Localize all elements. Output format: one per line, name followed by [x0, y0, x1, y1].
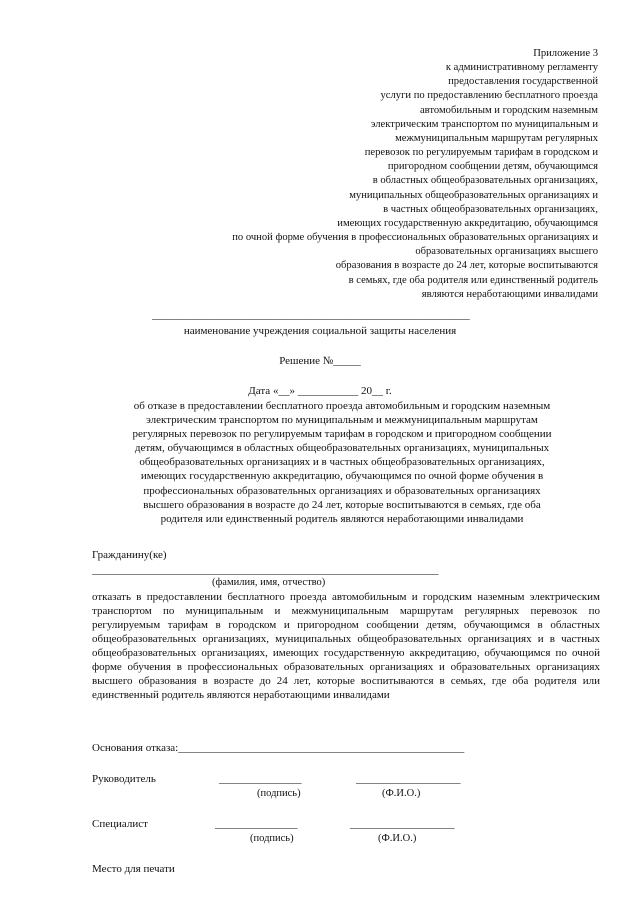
specialist-name-caption: (Ф.И.О.): [378, 833, 417, 844]
annex-line: пригородном сообщении детям, обучающимся: [387, 161, 598, 173]
annex-line: Приложение 3: [533, 48, 598, 59]
head-signature-caption: (подпись): [257, 788, 301, 799]
head-name-blank: ___________________: [356, 773, 461, 785]
annex-line: имеющих государственную аккредитацию, обучающимся: [337, 217, 598, 229]
specialist-label: Специалист: [92, 818, 148, 830]
recipient-name-blank: _______________________________________________________________: [92, 564, 439, 576]
refusal-text: отказать в предоставлении бесплатного проезда автомобильным и городским наземным электрическим транспортом по муниципальным и межмуниципальным маршрутам регулярных перевозок по регулируемым тарифам в городском и пригородном сообщении детям, обучающимся в областных общеобразовательных организациях, муниципальных общеобразовательных организациях и в частных общеобразовательных организациях, имеющих государственную аккредитацию, обучающимся по очной форме обучения в профессиональных образовательных организациях и образовательных организациях высшего образования в возрасте до 24 лет, которые воспитываются в семьях, где оба родителя или единственный родитель являются неработающими инвалидами: [92, 591, 600, 702]
subject-line: электрическим транспортом по муниципальным и межмуниципальным маршрутам: [146, 414, 538, 427]
stamp-place: Место для печати: [92, 863, 175, 875]
specialist-signature-blank: _______________: [215, 818, 298, 830]
annex-line: электрическим транспортом по муниципальным и: [370, 118, 598, 130]
recipient-label: Гражданину(ке): [92, 549, 167, 561]
decision-title: Решение №_____: [279, 355, 361, 367]
annex-line: к административному регламенту: [445, 62, 598, 74]
decision-date: Дата «__» ___________ 20__ г.: [248, 385, 392, 397]
annex-line: являются неработающими инвалидами: [421, 288, 598, 300]
annex-line: перевозок по регулируемым тарифам в городском и: [364, 147, 598, 159]
head-name-caption: (Ф.И.О.): [382, 788, 421, 799]
head-signature-blank: _______________: [219, 773, 302, 785]
annex-line: по очной форме обучения в профессиональных образовательных организациях и: [232, 232, 598, 244]
refusal-grounds: Основания отказа:____________________________________________________: [92, 742, 465, 754]
subject-line: профессиональных образовательных организациях и образовательных организациях: [143, 484, 541, 497]
annex-header: [232, 47, 598, 302]
subject-line: общеобразовательных организациях и в частных общеобразовательных организациях,: [139, 456, 545, 469]
annex-line: предоставления государственной: [448, 76, 598, 88]
annex-line: в частных общеобразовательных организациях,: [383, 203, 598, 215]
agency-name-caption: наименование учреждения социальной защиты населения: [183, 325, 457, 337]
annex-line: в семьях, где оба родителя или единственный родитель: [348, 274, 598, 286]
annex-line: муниципальных общеобразовательных организациях и: [349, 189, 598, 201]
subject-line: высшего образования в возрасте до 24 лет, которые воспитываются в семьях, где оба: [143, 498, 541, 511]
annex-line: в областных общеобразовательных организациях,: [372, 175, 598, 187]
annex-line: автомобильным и городским наземным: [419, 104, 598, 116]
subject-line: регулярных перевозок по регулируемым тарифам в городском и пригородном сообщении: [132, 428, 552, 441]
agency-name-blank: ____________________________________________________________: [152, 310, 470, 321]
subject-line: детям, обучающимся в областных общеобразовательных организациях, муниципальных: [134, 442, 550, 455]
specialist-signature-caption: (подпись): [250, 833, 294, 844]
recipient-name-caption: (фамилия, имя, отчество): [212, 577, 326, 588]
subject-line: имеющих государственную аккредитацию, обучающимся по очной форме обучения в: [140, 470, 544, 483]
subject-line: родителя или единственный родитель являются неработающими инвалидами: [160, 512, 524, 525]
annex-line: образовательных организациях высшего: [415, 246, 598, 258]
decision-subject: [84, 399, 600, 526]
annex-line: межмуниципальным маршрутам регулярных: [395, 132, 598, 144]
annex-line: услуги по предоставлению бесплатного проезда: [380, 90, 598, 102]
annex-line: образования в возрасте до 24 лет, которые воспитываются: [335, 260, 598, 272]
head-label: Руководитель: [92, 773, 156, 785]
specialist-name-blank: ___________________: [350, 818, 455, 830]
subject-line: об отказе в предоставлении бесплатного проезда автомобильным и городским наземным: [133, 400, 551, 412]
